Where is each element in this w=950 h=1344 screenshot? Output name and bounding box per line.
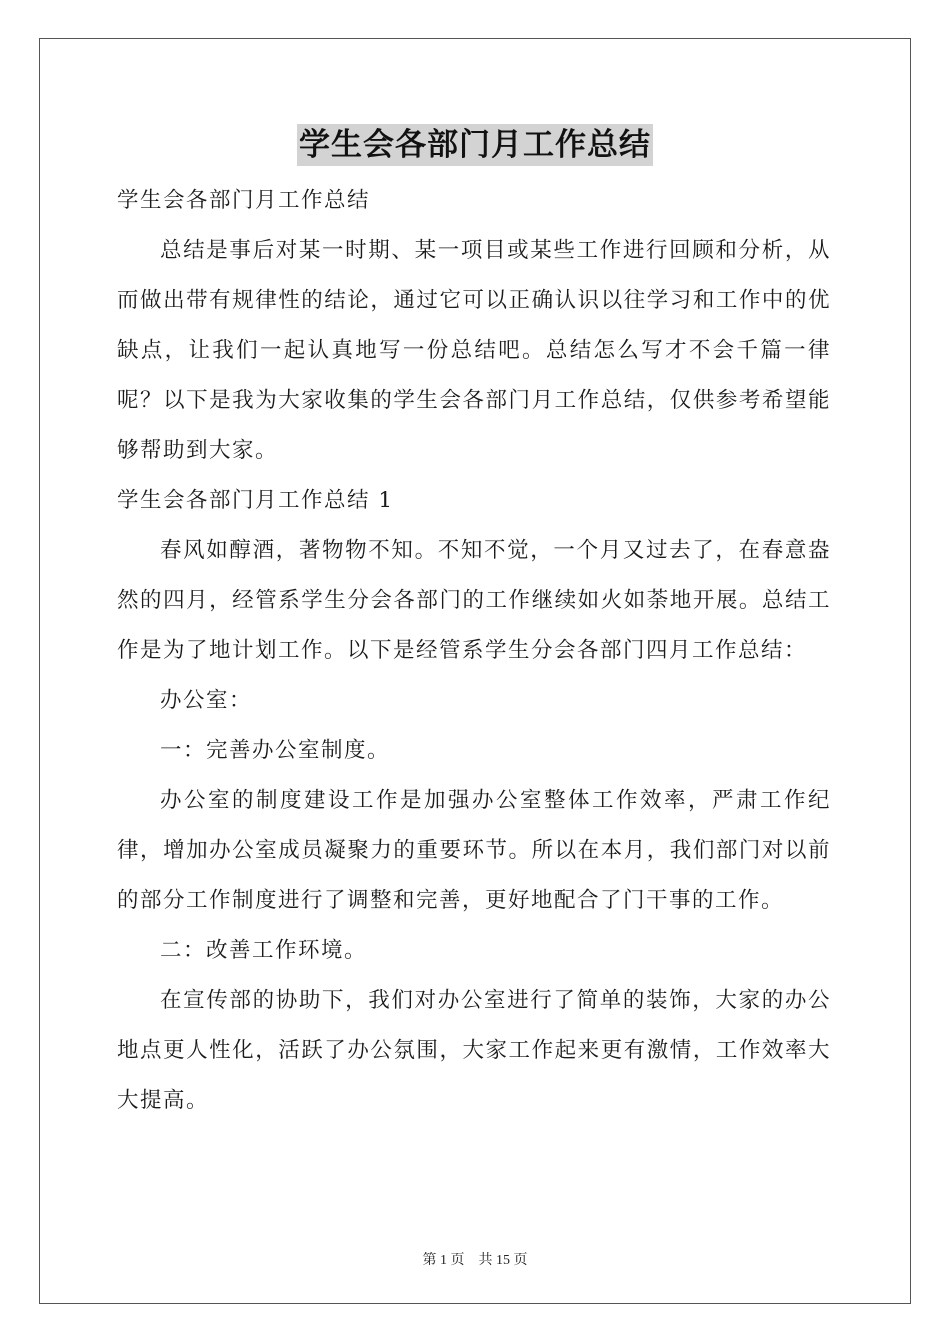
page-number: 第 1 页 共 15 页 bbox=[422, 1253, 528, 1268]
body-paragraph: 春风如醇酒，著物物不知。不知不觉，一个月又过去了，在春意盎然的四月，经管系学生分会各部门的工作继续如火如荼地开展。总结工作是为了地计划工作。以下是经管系学生分会各部门四月工作总结： bbox=[117, 538, 831, 663]
page-footer bbox=[0, 1249, 950, 1269]
section-heading: 学生会各部门月工作总结 1 bbox=[117, 488, 394, 513]
intro-paragraph: 总结是事后对某一时期、某一项目或某些工作进行回顾和分析，从而做出带有规律性的结论，通过它可以正确认识以往学习和工作中的优缺点，让我们一起认真地写一份总结吧。总结怎么写才不会千篇一律呢？以下是我为大家收集的学生会各部门月工作总结，仅供参考希望能够帮助到大家。 bbox=[117, 238, 831, 463]
body-paragraph: 在宣传部的协助下，我们对办公室进行了简单的装饰，大家的办公地点更人性化，活跃了办公氛围，大家工作起来更有激情，工作效率大大提高。 bbox=[117, 988, 831, 1113]
body-paragraph: 办公室的制度建设工作是加强办公室整体工作效率，严肃工作纪律，增加办公室成员凝聚力的重要环节。所以在本月，我们部门对以前的部分工作制度进行了调整和完善，更好地配合了门干事的工作。 bbox=[117, 788, 831, 913]
title-container bbox=[0, 124, 950, 166]
department-heading: 办公室： bbox=[160, 688, 253, 713]
subtitle-paragraph: 学生会各部门月工作总结 bbox=[117, 188, 371, 213]
document-body bbox=[117, 176, 831, 1126]
item-heading: 一：完善办公室制度。 bbox=[160, 738, 391, 763]
document-title: 学生会各部门月工作总结 bbox=[297, 124, 653, 166]
item-heading: 二：改善工作环境。 bbox=[160, 938, 368, 963]
